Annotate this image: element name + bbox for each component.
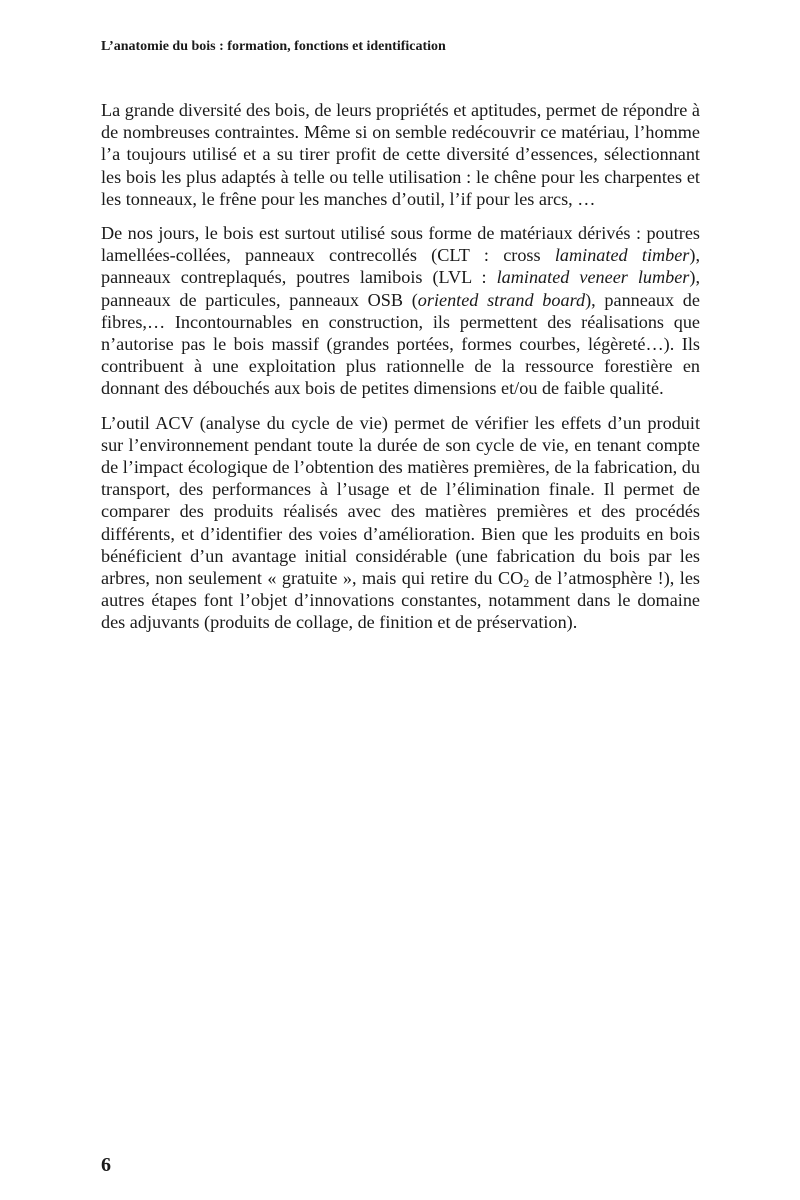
paragraph-3-text-2: de l’atmosphère !), les autres étapes font l’objet d’innovations constantes, notamment dans le domaine des adjuvants (produits de collage, de finition et de préservation). — [101, 568, 700, 633]
paragraph-2-italic-3: oriented strand board — [417, 289, 586, 310]
running-header: L’anatomie du bois : formation, fonctions et identification — [101, 39, 446, 54]
paragraph-2 — [101, 222, 700, 400]
paragraph-2-italic-1: laminated timber — [554, 245, 690, 266]
paragraph-1: La grande diversité des bois, de leurs propriétés et aptitudes, permet de répondre à de nombreuses contraintes. Même si on semble redécouvrir ce matériau, l’homme l’a toujours utilisé et a su tirer profit de cette diversité d’essences, sélectionnant les bois les plus adaptés à telle ou telle utilisation : le chêne pour les charpentes et les tonneaux, le frêne pour les manches d’outil, l’if pour les arcs, … — [101, 100, 700, 209]
co2-subscript: 2 — [523, 576, 530, 591]
paragraph-2-text-1: De nos jours, le bois est surtout utilisé sous forme de matériaux dérivés : poutres lamellées-collées, panneaux contrecollés (CLT : cross — [101, 223, 700, 266]
paragraph-2-text-4: ), panneaux de fibres,… Incontournables en construction, ils permettent des réalisations que n’autorise pas le bois massif (grandes portées, formes courbes, légèreté…). Ils contribuent à une exploitation plus rationnelle de la ressource forestière en donnant des débouchés aux bois de petites dimensions et/ou de faible qualité. — [101, 289, 700, 399]
body-text — [101, 99, 700, 646]
paragraph-2-text-3: ), panneaux de particules, panneaux OSB ( — [101, 267, 700, 310]
paragraph-2-italic-2: laminated veneer lumber — [496, 267, 690, 288]
paragraph-2-text-2: ), panneaux contreplaqués, poutres lamibois (LVL : — [101, 245, 700, 288]
page-number: 6 — [101, 1154, 111, 1176]
paragraph-3-text-1: L’outil ACV (analyse du cycle de vie) permet de vérifier les effets d’un produit sur l’environnement pendant toute la durée de son cycle de vie, en tenant compte de l’impact écologique de l’obtention des matières premières, de la fabrication, du transport, des performances à l’usage et de l’élimination finale. Il permet de comparer des produits réalisés avec des matières premières et des procédés différents, et d’identifier des voies d’amélioration. Bien que les produits en bois bénéficient d’un avantage initial considérable (une fabrication du bois par les arbres, non seulement « gratuite », mais qui retire du CO — [101, 412, 700, 589]
paragraph-3 — [101, 412, 700, 634]
